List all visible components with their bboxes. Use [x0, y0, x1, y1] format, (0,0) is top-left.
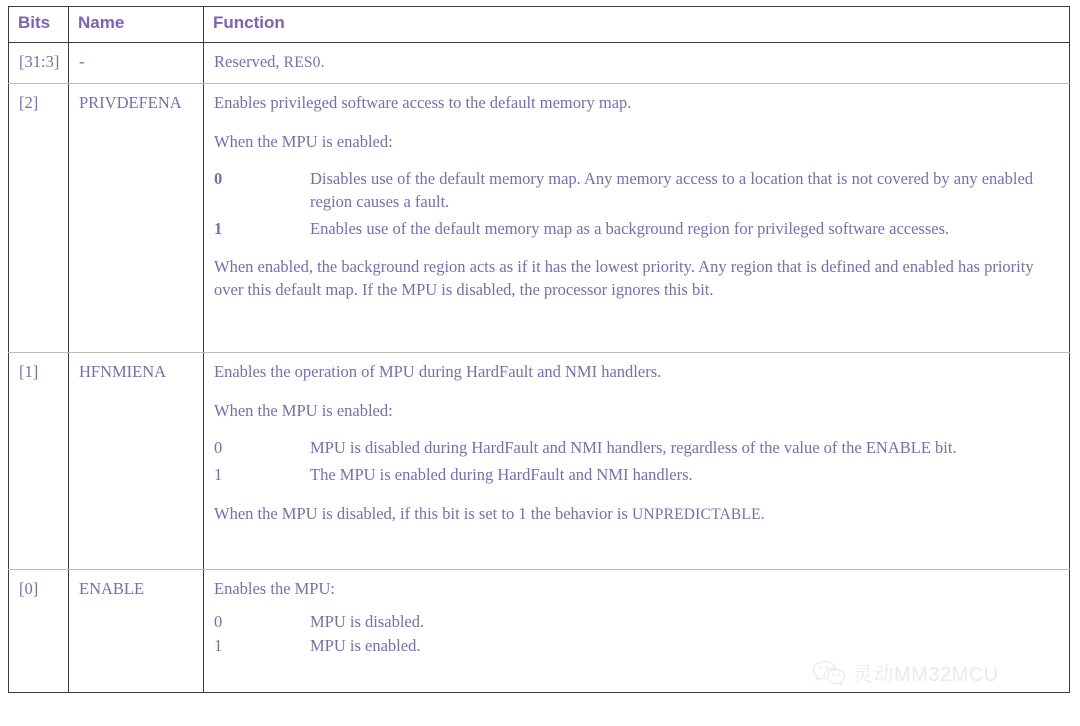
mpu-control-register-bit-table	[8, 6, 1070, 693]
cell-bits: [2]	[9, 84, 69, 353]
hfnmiena-bit-value-list	[214, 437, 1059, 487]
column-header-bits: Bits	[9, 7, 69, 43]
table-row	[9, 353, 1070, 570]
privdefena-intro: Enables privileged software access to the default memory map.	[214, 93, 632, 113]
reserved-text: Reserved,	[214, 51, 284, 71]
bit-value-entry	[214, 437, 1059, 460]
cell-bits: [31:3]	[9, 42, 69, 84]
hfnmiena-condition: When the MPU is enabled:	[214, 401, 393, 421]
hfnmiena-closing-text: When the MPU is disabled, if this bit is set to 1 the behavior is	[214, 503, 632, 523]
table-body	[9, 42, 1070, 693]
column-header-name: Name	[69, 7, 204, 43]
bit-value-key: 1	[214, 464, 223, 484]
bit-value-key: 0	[214, 612, 223, 632]
enable-intro: Enables the MPU:	[214, 579, 335, 599]
bit-value-entry	[214, 218, 1059, 241]
bit-value-text: MPU is disabled.	[310, 612, 425, 632]
table-header-row	[9, 7, 1070, 43]
table-row	[9, 84, 1070, 353]
privdefena-closing: When enabled, the background region acts as if it has the lowest priority. Any region that is defined and enabled has priority over this default map. If the MPU is disabled, the processor ignores this bit.	[214, 257, 1034, 300]
hfnmiena-closing	[214, 503, 1059, 526]
cell-name: HFNMIENA	[69, 353, 204, 570]
cell-name: -	[69, 42, 204, 84]
table-row	[9, 42, 1070, 84]
bit-value-text: The MPU is enabled during HardFault and NMI handlers.	[310, 464, 693, 484]
bit-value-entry	[214, 611, 1059, 634]
bit-value-entry	[214, 635, 1059, 658]
cell-bits: [0]	[9, 570, 69, 693]
bit-value-text: MPU is enabled.	[310, 635, 421, 655]
bit-value-entry	[214, 464, 1059, 487]
hfnmiena-unpredictable-text: UNPREDICTABLE.	[631, 505, 765, 523]
cell-name: ENABLE	[69, 570, 204, 693]
column-header-function: Function	[204, 7, 1070, 43]
bit-value-text: Disables use of the default memory map. Any memory access to a location that is not covered by any enabled region causes a fault.	[310, 168, 1034, 211]
bit-value-text: Enables use of the default memory map as a background region for privileged software accesses.	[310, 218, 950, 238]
bit-value-entry	[214, 168, 1059, 214]
cell-function	[204, 353, 1070, 570]
table-header	[9, 7, 1070, 43]
bit-value-text: MPU is disabled during HardFault and NMI handlers, regardless of the value of the ENABLE bit.	[310, 437, 957, 457]
privdefena-bit-value-list	[214, 168, 1059, 240]
bit-value-key: 0	[214, 168, 223, 188]
cell-function	[204, 42, 1070, 84]
reserved-paragraph	[214, 51, 1059, 74]
bit-value-key: 1	[214, 635, 223, 655]
cell-function	[204, 84, 1070, 353]
watermark-text: 灵动MM32MCU	[853, 664, 999, 686]
bit-value-key: 1	[214, 218, 223, 238]
cell-function	[204, 570, 1070, 693]
enable-bit-value-list	[214, 611, 1059, 658]
cell-name: PRIVDEFENA	[69, 84, 204, 353]
hfnmiena-intro: Enables the operation of MPU during HardFault and NMI handlers.	[214, 362, 662, 382]
bit-value-key: 0	[214, 437, 223, 457]
reserved-res0-text: RES0.	[283, 53, 325, 71]
cell-bits: [1]	[9, 353, 69, 570]
privdefena-condition: When the MPU is enabled:	[214, 132, 393, 152]
table-row	[9, 570, 1070, 693]
